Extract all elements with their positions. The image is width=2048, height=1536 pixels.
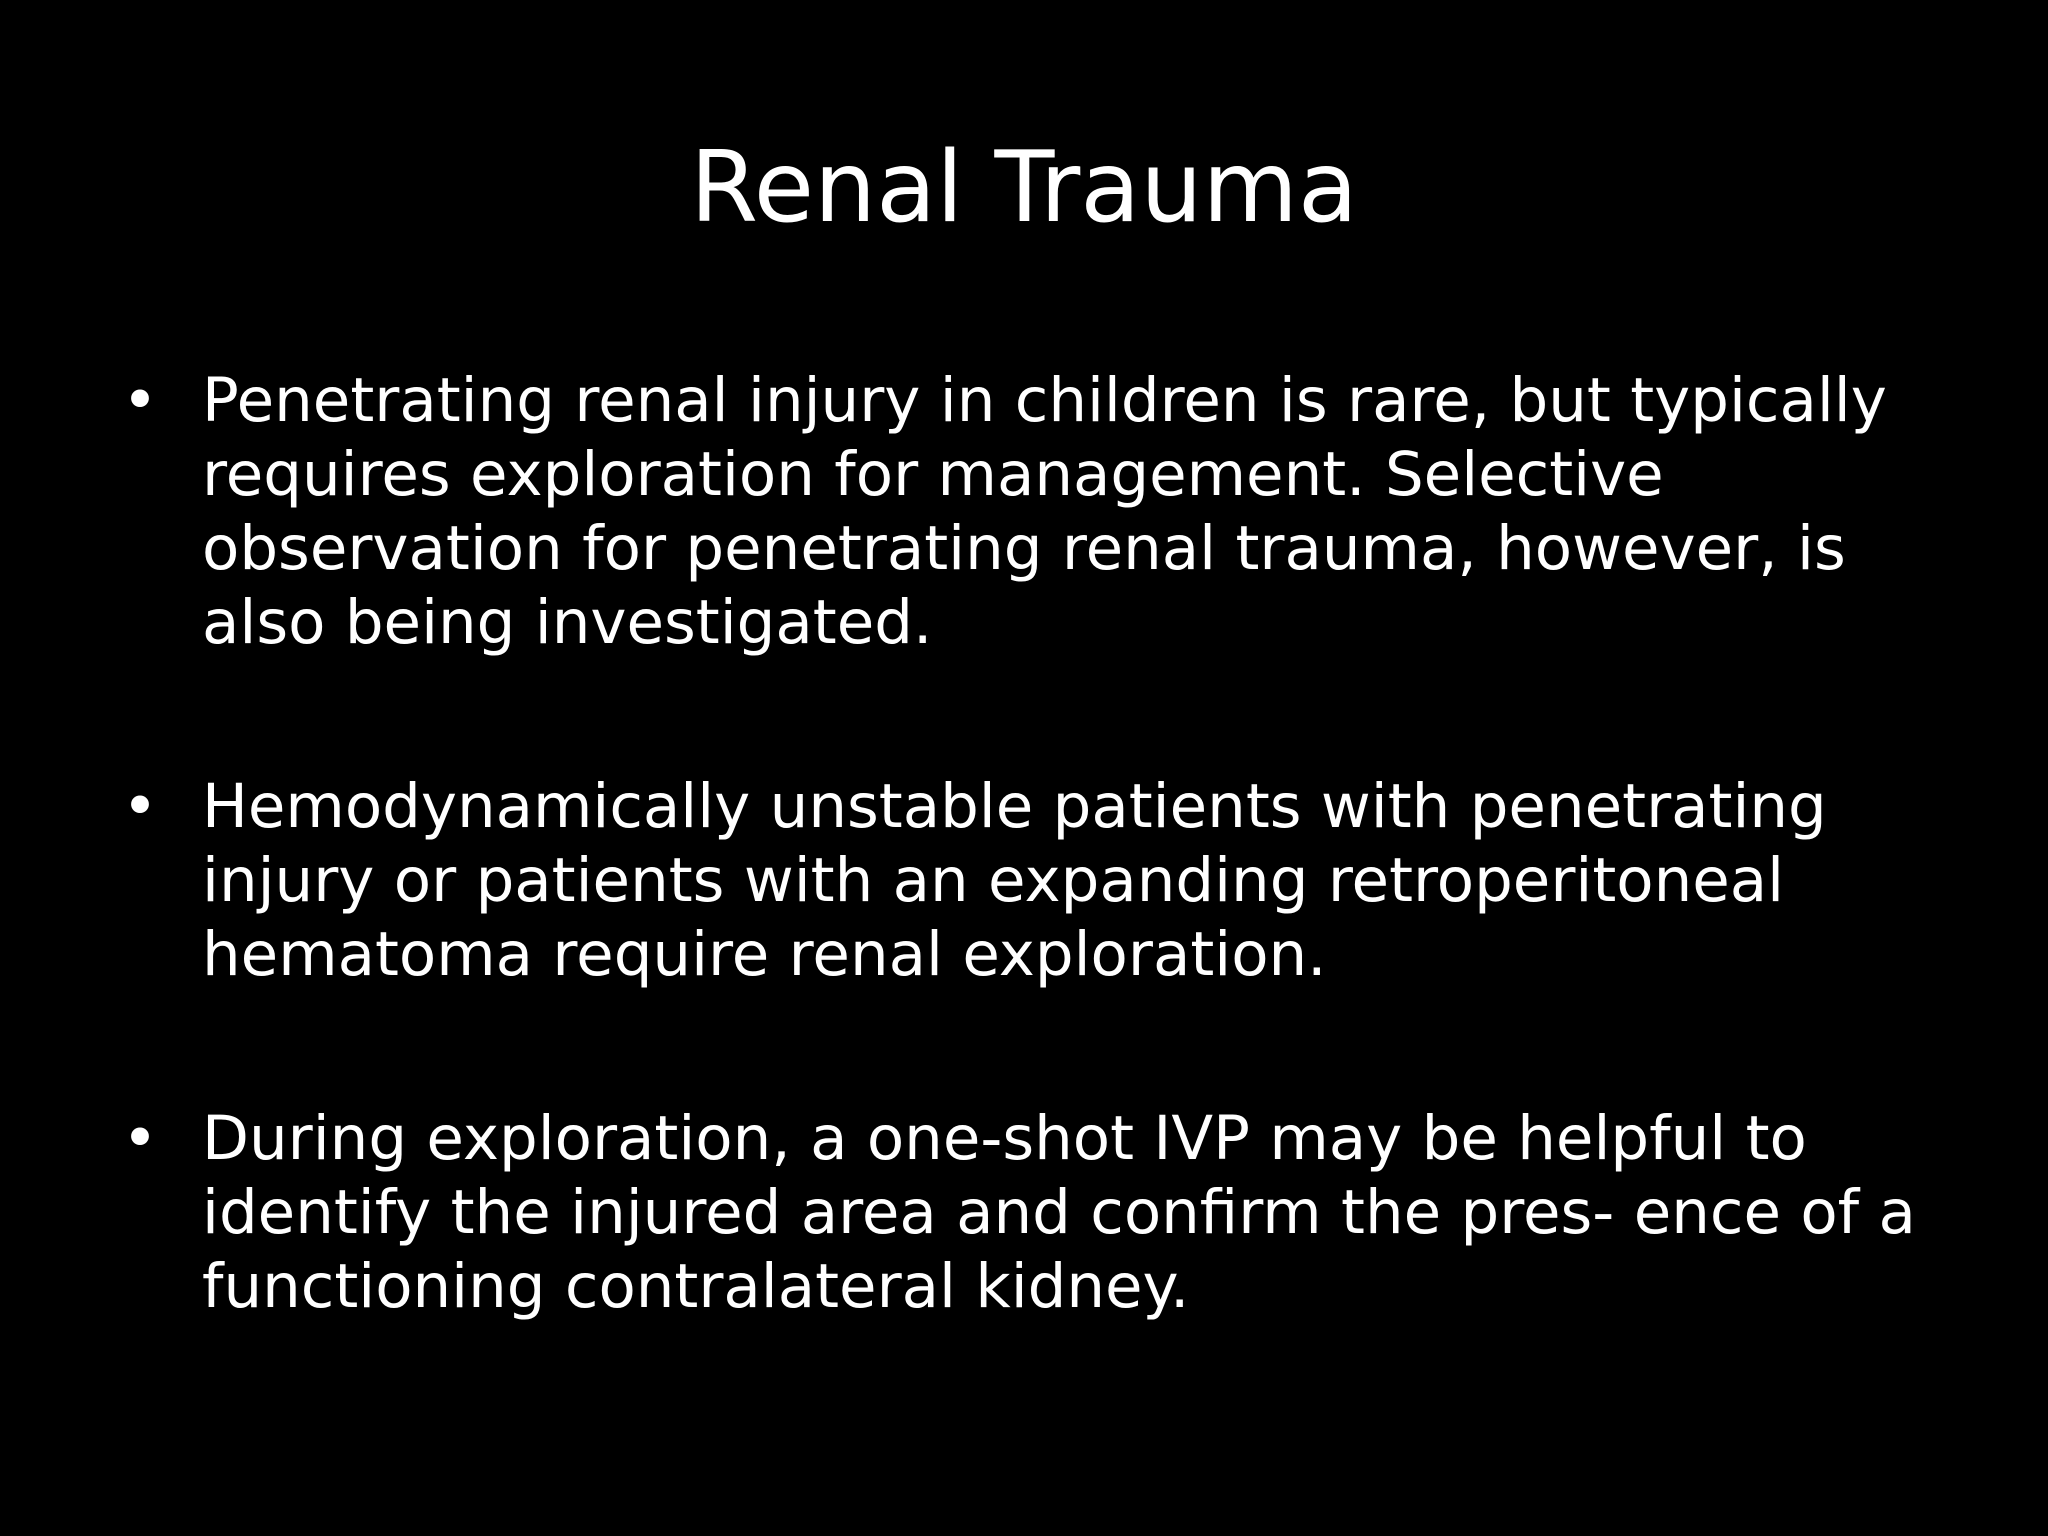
bullet-text: Hemodynamically unstable patients with penetrating injury or patients with an expanding retroperitoneal hematoma require renal exploration.	[202, 771, 1827, 990]
bullet-item	[122, 770, 1942, 992]
bullet-marker: •	[122, 365, 158, 436]
slide-title: Renal Trauma	[690, 131, 1358, 245]
bullet-marker: •	[122, 771, 158, 842]
bullet-marker: •	[122, 1103, 158, 1174]
bullet-text: During exploration, a one-shot IVP may be helpful to identify the injured area and confirm the pres- ence of a functioning contralateral kidney.	[202, 1103, 1916, 1322]
bullet-item	[122, 364, 1942, 660]
bullet-item	[122, 1102, 1942, 1324]
bullet-text: Penetrating renal injury in children is rare, but typically requires exploration for management. Selective observation for penetrating renal trauma, however, is also being investigated.	[202, 365, 1887, 658]
bullet-list	[122, 364, 1942, 1324]
